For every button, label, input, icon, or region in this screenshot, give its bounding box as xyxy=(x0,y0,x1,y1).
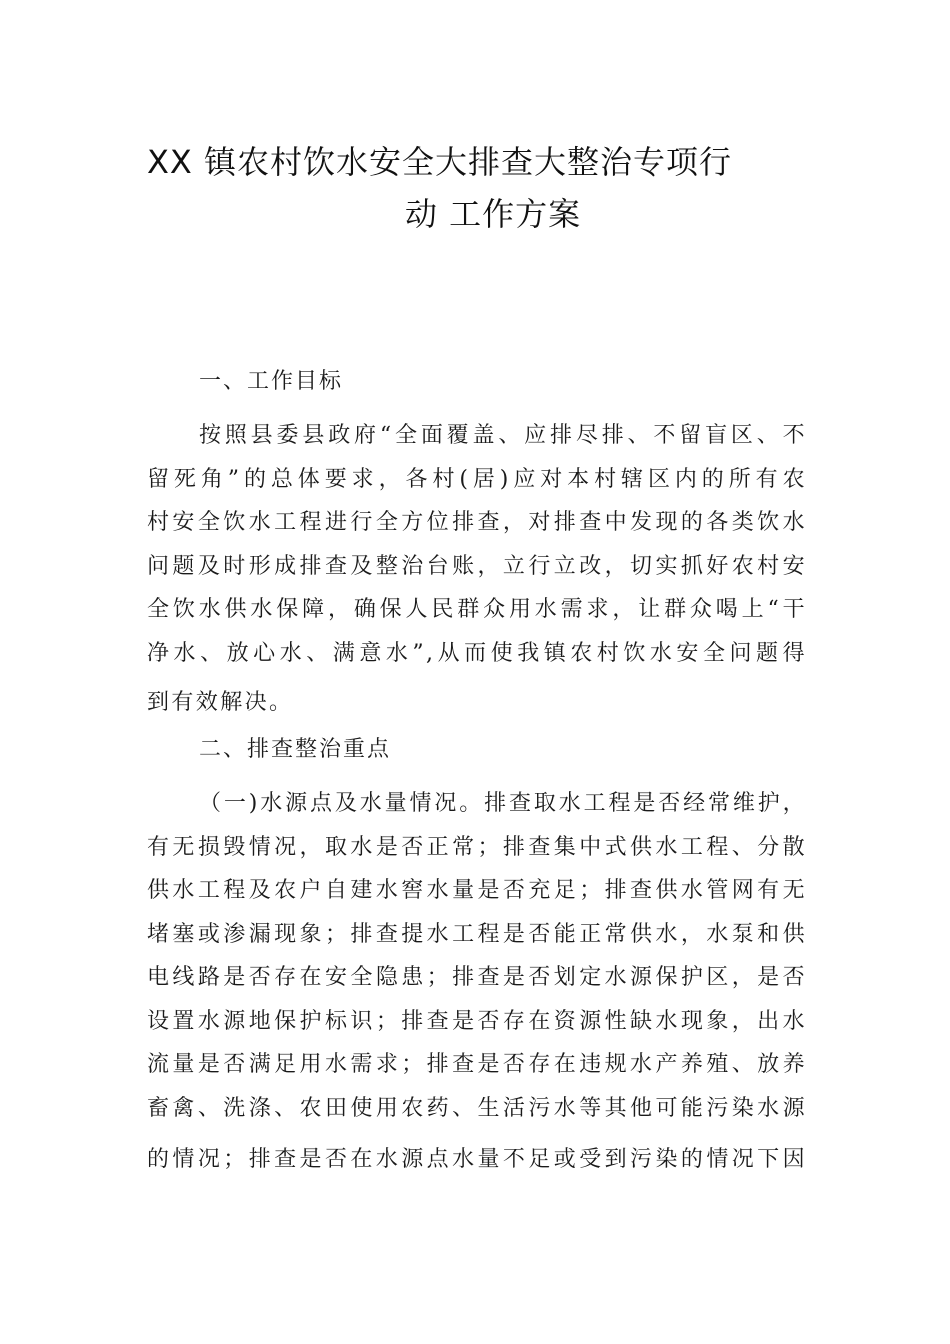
paragraph-line: 设置水源地保护标识；排查是否存在资源性缺水现象，出水 xyxy=(147,1008,807,1034)
paragraph-line: 的情况；排查是否在水源点水量不足或受到污染的情况下因 xyxy=(147,1147,807,1172)
paragraph-line: 问题及时形成排查及整治台账，立行立改，切实抓好农村安 xyxy=(147,553,807,579)
section-heading-key-points: 二、排查整治重点 xyxy=(199,737,392,762)
document-title-line-2: 动 工作方案 xyxy=(405,195,582,233)
section-heading-work-goal: 一、工作目标 xyxy=(199,369,344,394)
paragraph-line: 电线路是否存在安全隐患；排查是否划定水源保护区，是否 xyxy=(147,965,807,990)
paragraph-line: 到有效解决。 xyxy=(147,690,294,715)
paragraph-line: 堵塞或渗漏现象；排查提水工程是否能正常供水，水泵和供 xyxy=(147,921,807,947)
paragraph-line: 有无损毁情况，取水是否正常；排查集中式供水工程、分散 xyxy=(147,834,807,860)
paragraph-line: 全饮水供水保障，确保人民群众用水需求，让群众喝上“干 xyxy=(147,597,807,622)
section-1-paragraph xyxy=(147,414,807,725)
paragraph-line: 供水工程及农户自建水窖水量是否充足；排查供水管网有无 xyxy=(147,878,807,903)
paragraph-line: （一)水源点及水量情况。排查取水工程是否经常维护， xyxy=(199,791,807,816)
paragraph-line: 按照县委县政府“全面覆盖、应排尽排、不留盲区、不 xyxy=(199,423,807,448)
paragraph-line: 村安全饮水工程进行全方位排查，对排查中发现的各类饮水 xyxy=(147,510,807,535)
paragraph-line: 净水、放心水、满意水”,从而使我镇农村饮水安全问题得 xyxy=(147,640,807,666)
document-title-line-1: XX 镇农村饮水安全大排查大整治专项行 xyxy=(147,143,733,181)
paragraph-line: 留死角”的总体要求，各村(居)应对本村辖区内的所有农 xyxy=(147,466,807,492)
paragraph-line: 畜禽、洗涤、农田使用农药、生活污水等其他可能污染水源 xyxy=(147,1095,807,1121)
paragraph-line: 流量是否满足用水需求；排查是否存在违规水产养殖、放养 xyxy=(147,1052,807,1077)
section-2-paragraph xyxy=(147,782,807,1182)
